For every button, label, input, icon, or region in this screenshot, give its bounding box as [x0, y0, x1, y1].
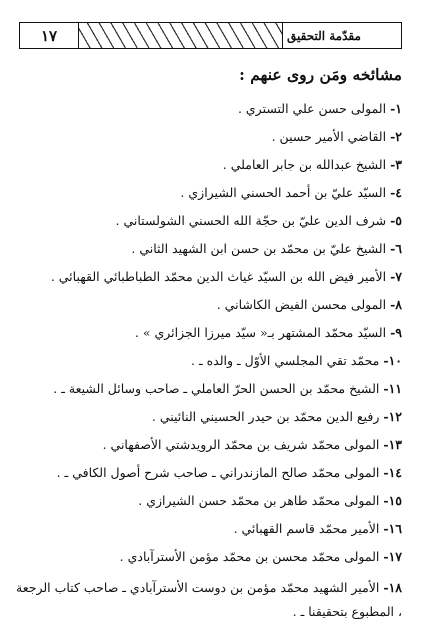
item-text: المولى محمّد محسن بن محمّد مؤمن الأسترآبادي . — [119, 549, 380, 564]
item-text: الشيخ عبدالله بن جابر العاملي . — [222, 157, 387, 172]
section-heading: مشائخه ومَن روى عنهم : — [239, 65, 402, 84]
item-text: السيّد محمّد المشتهر بـ« سيّد ميرزا الجزائري » . — [134, 325, 387, 340]
item-number: ٦- — [390, 241, 402, 256]
item-number: ١١- — [383, 381, 402, 396]
teachers-list — [14, 100, 406, 624]
item-text: محمّد تقي المجلسي الأوّل ـ والده ـ . — [191, 353, 380, 368]
list-item — [14, 156, 406, 184]
item-text: القاضي الأمير حسين . — [271, 129, 387, 144]
item-text: شرف الدين عليّ بن حجّة الله الحسني الشولستاني . — [115, 213, 387, 228]
item-number: ١٦- — [383, 521, 402, 536]
item-number: ١٢- — [383, 409, 402, 424]
item-text: الشيخ محمّد بن الحسن الحرّ العاملي ـ صاحب وسائل الشيعة ـ . — [53, 381, 380, 396]
item-text: المولى محمّد صالح المازندراني ـ صاحب شرح أُصول الكافي ـ . — [56, 465, 380, 480]
list-item — [14, 520, 406, 548]
item-text: السيّد عليّ بن أحمد الحسني الشيرازي . — [180, 185, 387, 200]
item-number: ١٣- — [383, 437, 402, 452]
item-number: ١- — [390, 101, 402, 116]
list-item — [14, 296, 406, 324]
item-number: ١٧- — [383, 549, 402, 564]
item-number: ٥- — [390, 213, 402, 228]
list-item — [14, 380, 406, 408]
list-item — [14, 464, 406, 492]
page-number: ١٧ — [40, 26, 58, 45]
list-item — [14, 240, 406, 268]
page-body — [14, 64, 406, 624]
item-number: ١٤- — [383, 465, 402, 480]
item-text: المولى حسن علي التستري . — [237, 101, 387, 116]
list-item — [14, 548, 406, 576]
item-number: ١٥- — [383, 493, 402, 508]
item-text: الأمير الشهيد محمّد مؤمن بن دوست الأسترآبادي ـ صاحب كتاب الرجعة ، المطبوع بتحقيقنا ـ . — [16, 580, 402, 619]
list-item — [14, 408, 406, 436]
item-text: الأمير فيض الله بن السيّد غياث الدين محمّد الطباطبائي القهبائي . — [50, 269, 387, 284]
item-number: ٨- — [390, 297, 402, 312]
header-hatch-decoration — [78, 23, 283, 48]
item-number: ١٨- — [383, 580, 402, 595]
list-item — [14, 436, 406, 464]
running-title: مقدّمة التحقيق — [287, 28, 361, 43]
list-item — [14, 184, 406, 212]
list-item — [14, 268, 406, 296]
list-item — [14, 576, 406, 624]
item-number: ١٠- — [383, 353, 402, 368]
running-header — [19, 22, 402, 49]
item-text: الأمير محمّد قاسم القهبائي . — [233, 521, 380, 536]
item-text: المولى محسن الفيض الكاشاني . — [216, 297, 387, 312]
item-number: ٢- — [390, 129, 402, 144]
list-item — [14, 352, 406, 380]
list-item — [14, 128, 406, 156]
item-text: رفيع الدين محمّد بن حيدر الحسيني النائيني . — [151, 409, 380, 424]
item-number: ٩- — [390, 325, 402, 340]
list-item — [14, 492, 406, 520]
item-text: الشيخ عليّ بن محمّد بن حسن ابن الشهيد الثاني . — [131, 241, 387, 256]
item-number: ٧- — [390, 269, 402, 284]
item-number: ٣- — [390, 157, 402, 172]
item-number: ٤- — [390, 185, 402, 200]
item-text: المولى محمّد شريف بن محمّد الرويدشتي الأصفهاني . — [102, 437, 380, 452]
list-item — [14, 212, 406, 240]
item-text: المولى محمّد طاهر بن محمّد حسن الشيرازي . — [138, 493, 380, 508]
list-item — [14, 324, 406, 352]
list-item — [14, 100, 406, 128]
